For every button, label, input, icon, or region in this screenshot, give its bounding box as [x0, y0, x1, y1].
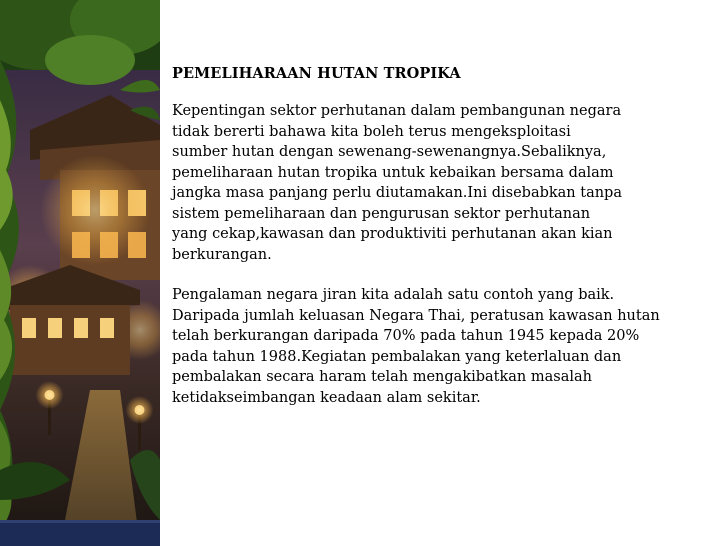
paragraph-1-line: Kepentingan sektor perhutanan dalam pembangunan negara	[172, 103, 622, 119]
paragraph-2-line: telah berkurangan daripada 70% pada tahun 1945 kepada 20%	[172, 328, 640, 344]
paragraph-2-line: pembalakan secara haram telah mengakibatkan masalah	[172, 369, 592, 385]
paragraph-2-line: ketidakseimbangan keadaan alam sekitar.	[172, 389, 481, 406]
side-photo-tropical-resort	[0, 0, 160, 546]
paragraph-1-line: berkurangan.	[172, 246, 272, 263]
paragraph-1-line: sumber hutan dengan sewenang-sewenangnya.Sebaliknya,	[172, 144, 607, 160]
slide-title: PEMELIHARAAN HUTAN TROPIKA	[172, 65, 461, 82]
paragraph-1-line: jangka masa panjang perlu diutamakan.Ini disebabkan tanpa	[172, 185, 622, 201]
paragraph-1-line: sistem pemeliharaan dan pengurusan sektor perhutanan	[172, 205, 591, 222]
paragraph-2-line: Daripada jumlah keluasan Negara Thai, peratusan kawasan hutan	[172, 307, 660, 324]
content-area	[172, 64, 660, 408]
paragraph-1	[172, 101, 652, 265]
paragraph-2-line: Pengalaman negara jiran kita adalah satu contoh yang baik.	[172, 287, 615, 303]
paragraph-1-line: pemeliharaan hutan tropika untuk kebaikan bersama dalam	[172, 164, 614, 181]
paragraph-1-line: yang cekap,kawasan dan produktiviti perhutanan akan kian	[172, 226, 613, 242]
paragraph-1-line: tidak bererti bahawa kita boleh terus mengeksploitasi	[172, 123, 571, 140]
tropical-resort-illustration	[0, 0, 160, 546]
paragraph-2	[172, 285, 660, 408]
paragraph-2-line: pada tahun 1988.Kegiatan pembalakan yang keterlaluan dan	[172, 348, 622, 365]
